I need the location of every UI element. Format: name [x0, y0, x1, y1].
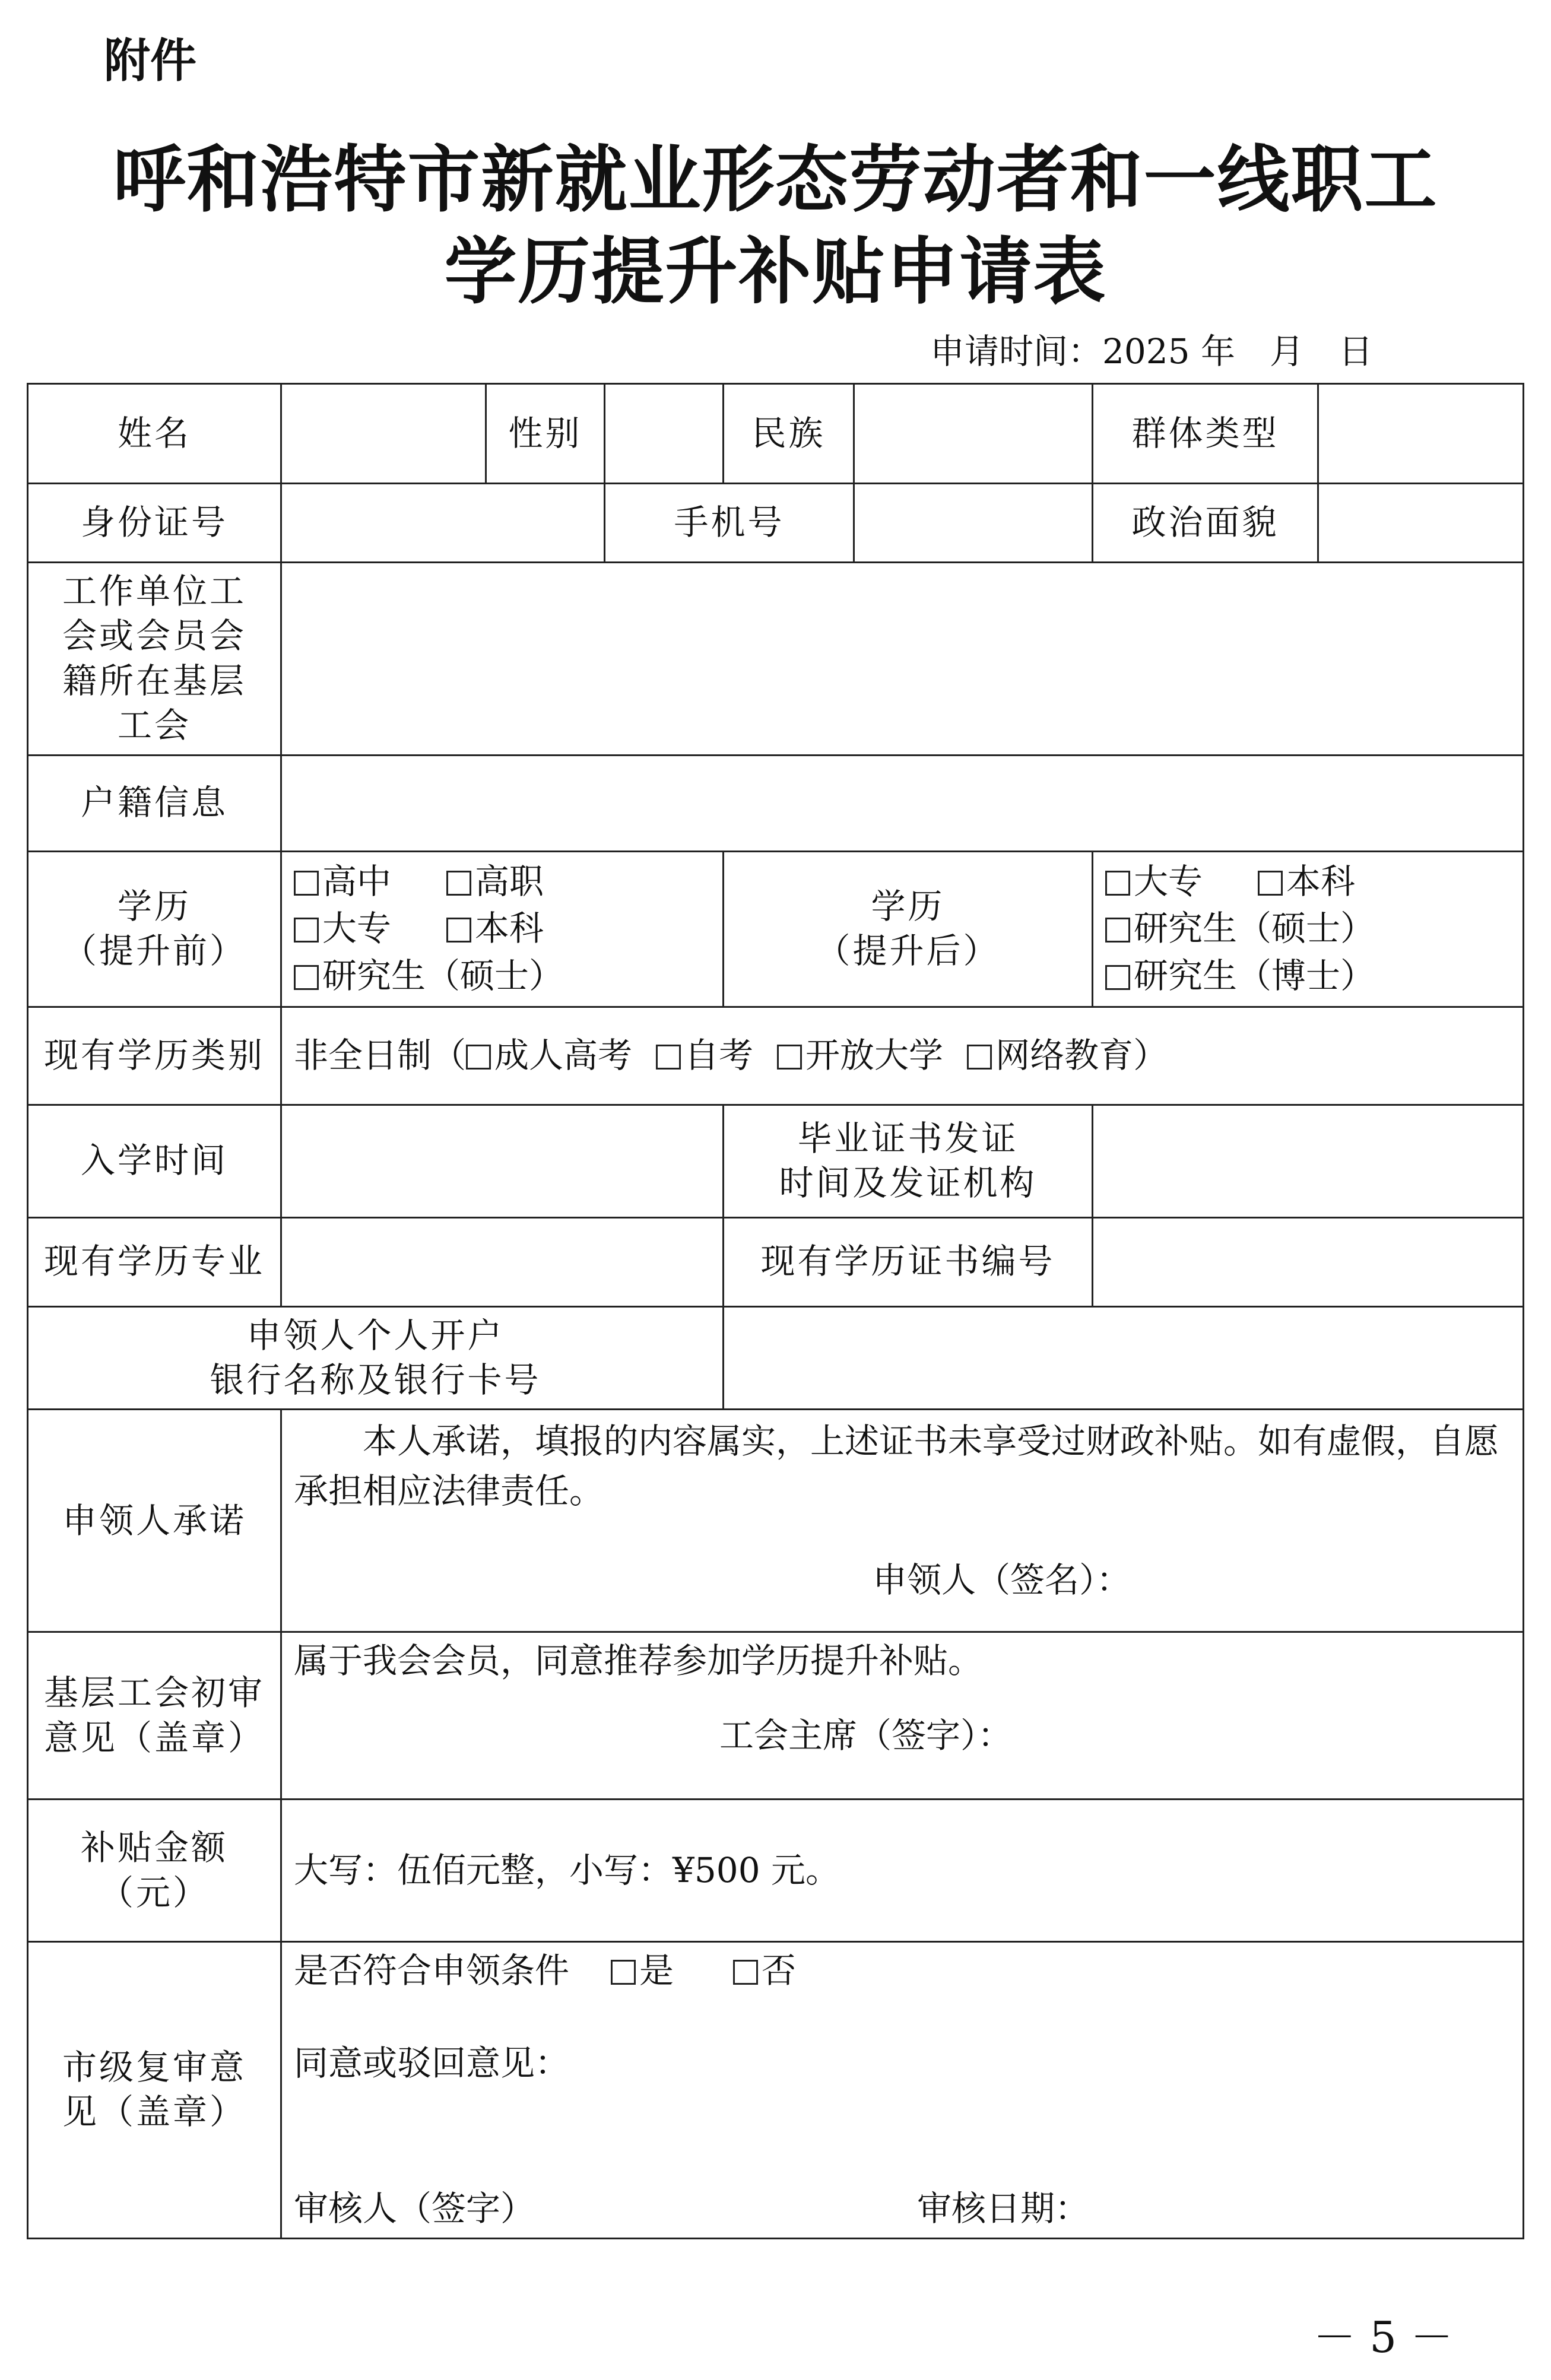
row-household [28, 755, 1524, 851]
bank-label-line2: 银行名称及银行卡号 [210, 1359, 541, 1400]
edu-after-label [724, 851, 1093, 1007]
checkbox-icon[interactable] [294, 965, 319, 990]
enroll-label: 入学时间 [28, 1105, 281, 1217]
promise-label: 申领人承诺 [28, 1410, 281, 1632]
union-review-text: 属于我会会员，同意推荐参加学历提升补贴。 [294, 1640, 983, 1681]
promise-text: 本人承诺，填报的内容属实，上述证书未享受过财政补贴。如有虚假，自愿承担相应法律责任。 [294, 1421, 1499, 1512]
checkbox-icon[interactable] [733, 1960, 758, 1985]
checkbox-icon[interactable] [1105, 871, 1130, 896]
edu-before-option-master[interactable]: 研究生（硕士） [294, 954, 563, 998]
ethnicity-label: 民族 [724, 384, 854, 484]
edu-before-option-junior-college[interactable]: 大专 [294, 906, 411, 951]
ethnicity-field[interactable] [854, 384, 1093, 484]
edu-after-option-junior-college[interactable]: 大专 [1105, 859, 1222, 904]
edu-before-label-main: 学历 [117, 886, 191, 926]
union-chair-signature[interactable]: 工会主席（签字）： [719, 1715, 1012, 1756]
checkbox-icon[interactable] [1105, 918, 1130, 943]
checkbox-icon[interactable] [1105, 965, 1130, 990]
edu-after-option-doctor[interactable]: 研究生（博士） [1105, 954, 1375, 998]
review-opinion-label[interactable]: 同意或驳回意见： [294, 2042, 570, 2083]
edu-type-suffix: ） [1133, 1034, 1168, 1075]
id-number-label: 身份证号 [28, 484, 281, 563]
eligibility-option-yes[interactable]: 是 [611, 1950, 674, 1991]
checkbox-icon[interactable] [611, 1960, 636, 1985]
edu-type-prefix: 非全日制（ [294, 1034, 467, 1075]
phone-field[interactable] [854, 484, 1093, 563]
enroll-field[interactable] [281, 1105, 724, 1217]
attachment-label: 附件 [104, 34, 197, 88]
row-amount [28, 1800, 1524, 1942]
political-status-field[interactable] [1318, 484, 1524, 563]
id-number-field[interactable] [281, 484, 605, 563]
major-field[interactable] [281, 1217, 724, 1306]
political-status-label: 政治面貌 [1093, 484, 1318, 563]
row-promise [28, 1410, 1524, 1632]
reviewer-signature[interactable]: 审核人（签字） [294, 2188, 535, 2229]
row-contact-info [28, 484, 1524, 563]
city-review-cell [281, 1942, 1524, 2238]
row-union-review [28, 1632, 1524, 1800]
edu-before-option-high-school[interactable]: 高中 [294, 859, 411, 904]
major-label: 现有学历专业 [28, 1217, 281, 1306]
bank-label-line1: 申领人个人开户 [246, 1315, 505, 1356]
edu-before-options [281, 851, 724, 1007]
edu-type-option-online[interactable]: 网络教育 [967, 1035, 1133, 1075]
eligibility-question-text: 是否符合申领条件 [294, 1950, 570, 1991]
edu-type-option-adult-exam[interactable]: 成人高考 [466, 1035, 632, 1075]
eligibility-option-no[interactable]: 否 [733, 1950, 796, 1991]
cert-issue-field[interactable] [1093, 1105, 1524, 1217]
row-bank [28, 1306, 1524, 1410]
phone-label: 手机号 [605, 484, 854, 563]
promise-cell [281, 1410, 1524, 1632]
checkbox-icon[interactable] [967, 1045, 992, 1070]
union-review-label-line1: 基层工会初审 [43, 1673, 265, 1713]
review-date[interactable]: 审核日期： [917, 2188, 1090, 2229]
edu-after-option-bachelor[interactable]: 本科 [1258, 859, 1375, 904]
union-field[interactable] [281, 563, 1524, 756]
applicant-signature[interactable]: 申领人（签名）： [872, 1559, 1131, 1600]
edu-after-option-master[interactable]: 研究生（硕士） [1105, 906, 1375, 951]
edu-after-label-main: 学历 [871, 886, 945, 926]
city-review-label [28, 1942, 281, 2238]
edu-type-option-open-university[interactable]: 开放大学 [777, 1035, 943, 1075]
edu-before-label-sub: （提升前） [62, 931, 246, 972]
union-review-label-line2: 意见（盖章） [43, 1717, 265, 1758]
amount-text: 大写：伍佰元整，小写：¥500 元。 [281, 1800, 1524, 1942]
checkbox-icon[interactable] [446, 918, 471, 943]
row-edu-type [28, 1007, 1524, 1105]
bank-label [28, 1306, 724, 1410]
row-city-review [28, 1942, 1524, 2238]
edu-after-options [1093, 851, 1524, 1007]
application-form-table [27, 383, 1524, 2239]
gender-field[interactable] [605, 384, 724, 484]
union-label-line4: 工会 [117, 705, 191, 746]
cert-issue-label-line1: 毕业证书发证 [797, 1118, 1019, 1159]
union-review-cell [281, 1632, 1524, 1800]
cert-issue-label [724, 1105, 1093, 1217]
amount-label-line1: 补贴金额 [80, 1827, 228, 1868]
review-signature-row [294, 2187, 1511, 2231]
gender-label: 性别 [486, 384, 605, 484]
city-review-label-line2: 见（盖章） [62, 2092, 246, 2133]
cert-issue-label-line2: 时间及发证机构 [779, 1163, 1037, 1204]
row-education [28, 851, 1524, 1007]
edu-before-option-bachelor[interactable]: 本科 [446, 906, 563, 951]
row-major [28, 1217, 1524, 1306]
checkbox-icon[interactable] [294, 871, 319, 896]
group-type-field[interactable] [1318, 384, 1524, 484]
bank-field[interactable] [724, 1306, 1524, 1410]
union-label-line1: 工作单位工 [62, 571, 246, 611]
edu-after-label-sub: （提升后） [816, 931, 1000, 972]
household-field[interactable] [281, 755, 1524, 851]
union-label-line3: 籍所在基层 [62, 660, 246, 701]
edu-type-option-self-study[interactable]: 自考 [656, 1035, 753, 1075]
checkbox-icon[interactable] [656, 1045, 681, 1070]
city-review-label-line1: 市级复审意 [62, 2047, 246, 2088]
household-label: 户籍信息 [28, 755, 281, 851]
checkbox-icon[interactable] [777, 1045, 802, 1070]
form-title-line1: 呼和浩特市新就业形态劳动者和一线职工 [113, 138, 1438, 222]
row-basic-info [28, 384, 1524, 484]
row-union [28, 563, 1524, 756]
edu-type-label: 现有学历类别 [28, 1007, 281, 1105]
form-title-line2: 学历提升补贴申请表 [444, 230, 1107, 314]
checkbox-icon[interactable] [294, 918, 319, 943]
amount-label [28, 1800, 281, 1942]
cert-number-label: 现有学历证书编号 [724, 1217, 1093, 1306]
checkbox-icon[interactable] [466, 1045, 491, 1070]
group-type-label: 群体类型 [1093, 384, 1318, 484]
union-label-line2: 会或会员会 [62, 615, 246, 656]
union-label [28, 563, 281, 756]
checkbox-icon[interactable] [446, 871, 471, 896]
amount-label-line2: （元） [99, 1872, 210, 1913]
edu-before-option-vocational[interactable]: 高职 [446, 859, 563, 904]
checkbox-icon[interactable] [1258, 871, 1283, 896]
page-number: － 5 － [1313, 2312, 1453, 2362]
apply-date[interactable]: 申请时间：2025 年 月 日 [930, 331, 1373, 372]
eligibility-question [294, 1949, 1511, 1993]
name-label: 姓名 [28, 384, 281, 484]
union-review-label [28, 1632, 281, 1800]
edu-before-label [28, 851, 281, 1007]
row-enrollment [28, 1105, 1524, 1217]
edu-type-options [281, 1007, 1524, 1105]
cert-number-field[interactable] [1093, 1217, 1524, 1306]
name-field[interactable] [281, 384, 486, 484]
